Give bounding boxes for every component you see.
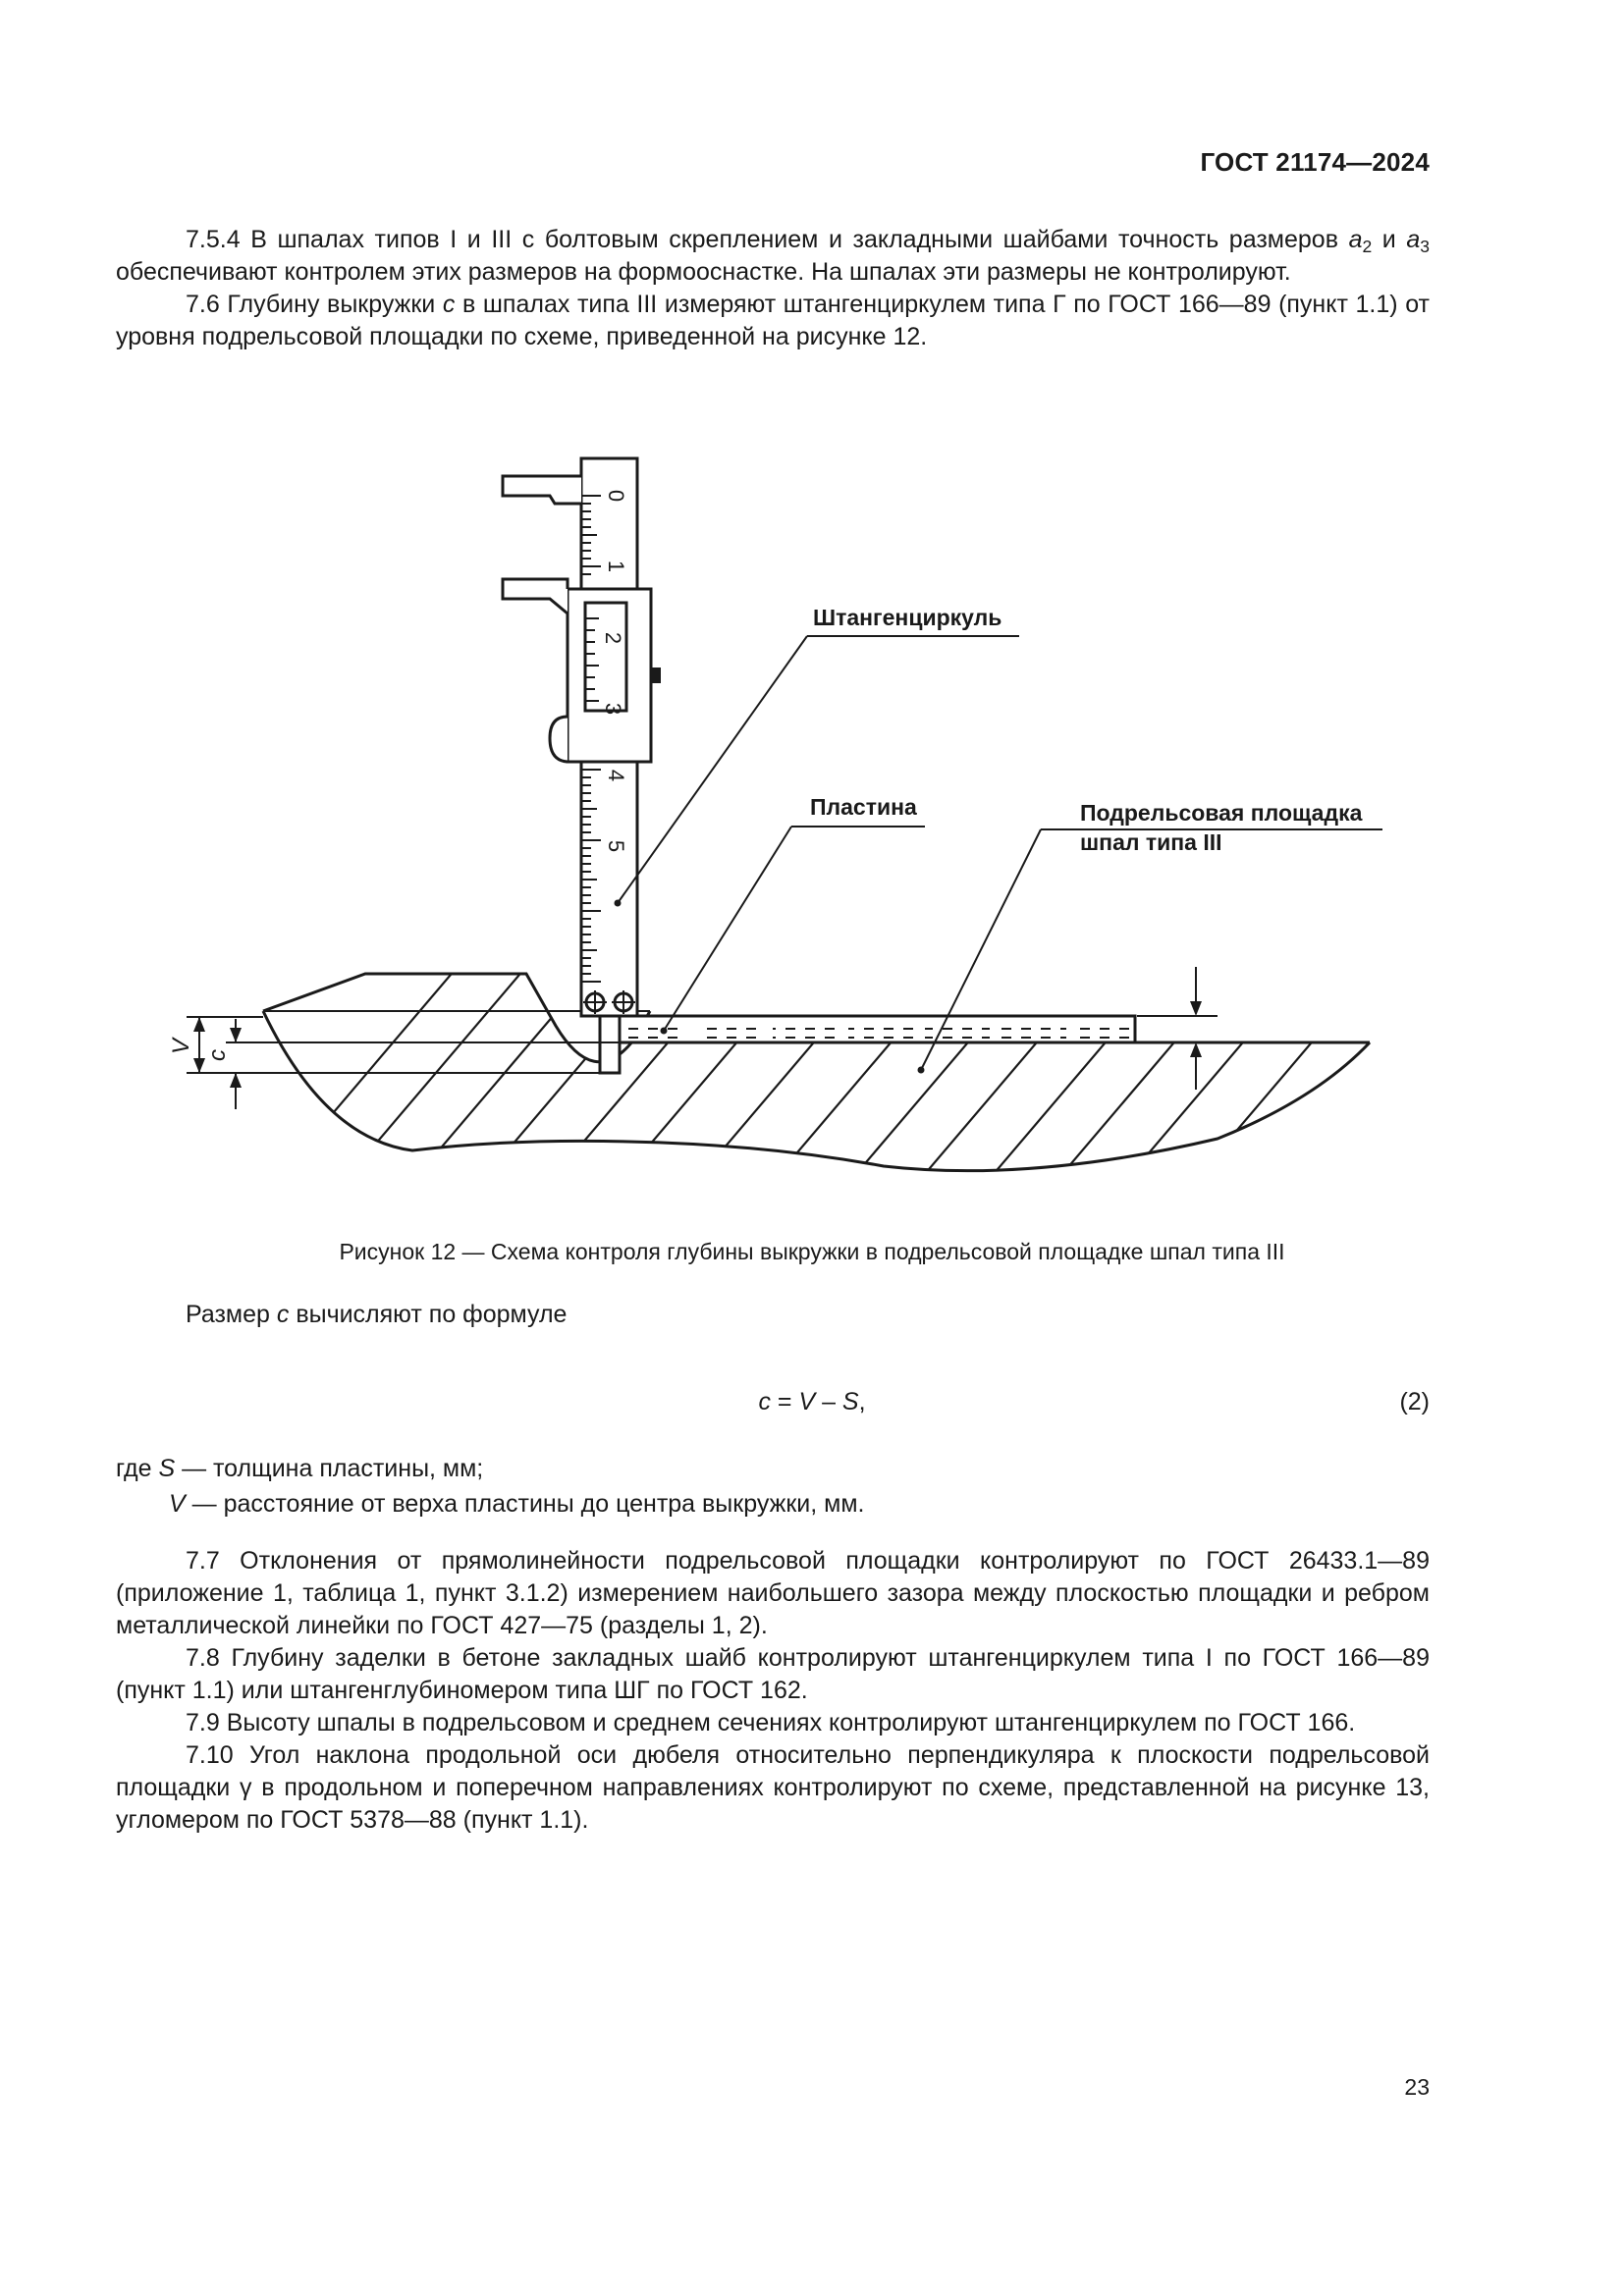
- label-caliper: Штангенциркуль: [813, 605, 1002, 630]
- equation-number: (2): [1399, 1388, 1430, 1415]
- standard-header: ГОСТ 21174—2024: [1200, 147, 1430, 177]
- scale-label-1: 1: [604, 560, 628, 573]
- legend-line-V: V — расстояние от верха пластины до центра выкружки, мм.: [169, 1490, 865, 1518]
- formula-intro: Размер c вычисляют по формуле: [186, 1301, 568, 1328]
- figure-labels: [810, 605, 1363, 855]
- leader-dots: [615, 900, 925, 1074]
- paragraph-7-10: 7.10 Угол наклона продольной оси дюбеля относительно перпендикуляра к плоскости подрельсовой площадки γ в продольном и поперечном направлениях контролируют по схеме, представленной на рисунке 13, угломером по ГОСТ 5378—88 (пункт 1.1).: [116, 1741, 1430, 1834]
- paragraph-7-7: 7.7 Отклонения от прямолинейности подрельсовой площадки контролируют по ГОСТ 26433.1—89 (приложение 1, таблица 1, пункт 3.1.2) измерением наибольшего зазора между плоскостью площадки и ребром металлической линейки по ГОСТ 427—75 (разделы 1, 2).: [116, 1547, 1430, 1639]
- plate: [615, 1016, 1135, 1042]
- dim-label-c: c: [204, 1049, 231, 1061]
- left-dimensions: [187, 1017, 628, 1109]
- label-platform-line1: Подрельсовая площадка: [1080, 800, 1363, 826]
- scale-label-4: 4: [604, 769, 628, 782]
- figure-12: [0, 432, 1624, 1217]
- figure-caption: Рисунок 12 — Схема контроля глубины выкружки в подрельсовой площадке шпал типа III: [339, 1239, 1285, 1264]
- label-plate: Пластина: [810, 794, 917, 820]
- text-block-bottom: [116, 1545, 1430, 1837]
- formula-expression: c = V – S,: [758, 1388, 866, 1415]
- leader-lines: [618, 636, 1382, 1070]
- scale-label-0: 0: [604, 489, 628, 503]
- label-platform-line2: шпал типа III: [1080, 829, 1222, 855]
- scale-label-3: 3: [601, 702, 625, 716]
- legend-line-S: где S — толщина пластины, мм;: [116, 1455, 484, 1482]
- caliper-diagram: [0, 432, 1624, 1217]
- dim-label-V: V: [168, 1038, 194, 1055]
- page-number: 23: [1404, 2074, 1430, 2100]
- text-block-top: [116, 224, 1430, 353]
- paragraph-7-9: 7.9 Высоту шпалы в подрельсовом и среднем сечениях контролируют штангенциркулем по ГОСТ 166.: [186, 1709, 1356, 1736]
- paragraph-7-6: 7.6 Глубину выкружки c в шпалах типа III измеряют штангенциркулем типа Г по ГОСТ 166—89 (пункт 1.1) от уровня подрельсовой площадки по схеме, приведенной на рисунке 12.: [116, 291, 1430, 350]
- scale-label-5: 5: [604, 839, 628, 853]
- paragraph-7-5-4: 7.5.4 В шпалах типов I и III с болтовым скреплением и закладными шайбами точность размеров $a_2$ и $a_3$ обеспечивают контролем этих размеров на формооснастке. На шпалах эти размеры не контролируют.: [116, 226, 1431, 286]
- scale-label-2: 2: [601, 631, 625, 645]
- paragraph-7-8: 7.8 Глубину заделки в бетоне закладных шайб контролируют штангенциркулем типа I по ГОСТ 166—89 (пункт 1.1) или штангенглубиномером типа ШГ по ГОСТ 162.: [116, 1644, 1430, 1704]
- formula-legend: [116, 1451, 864, 1522]
